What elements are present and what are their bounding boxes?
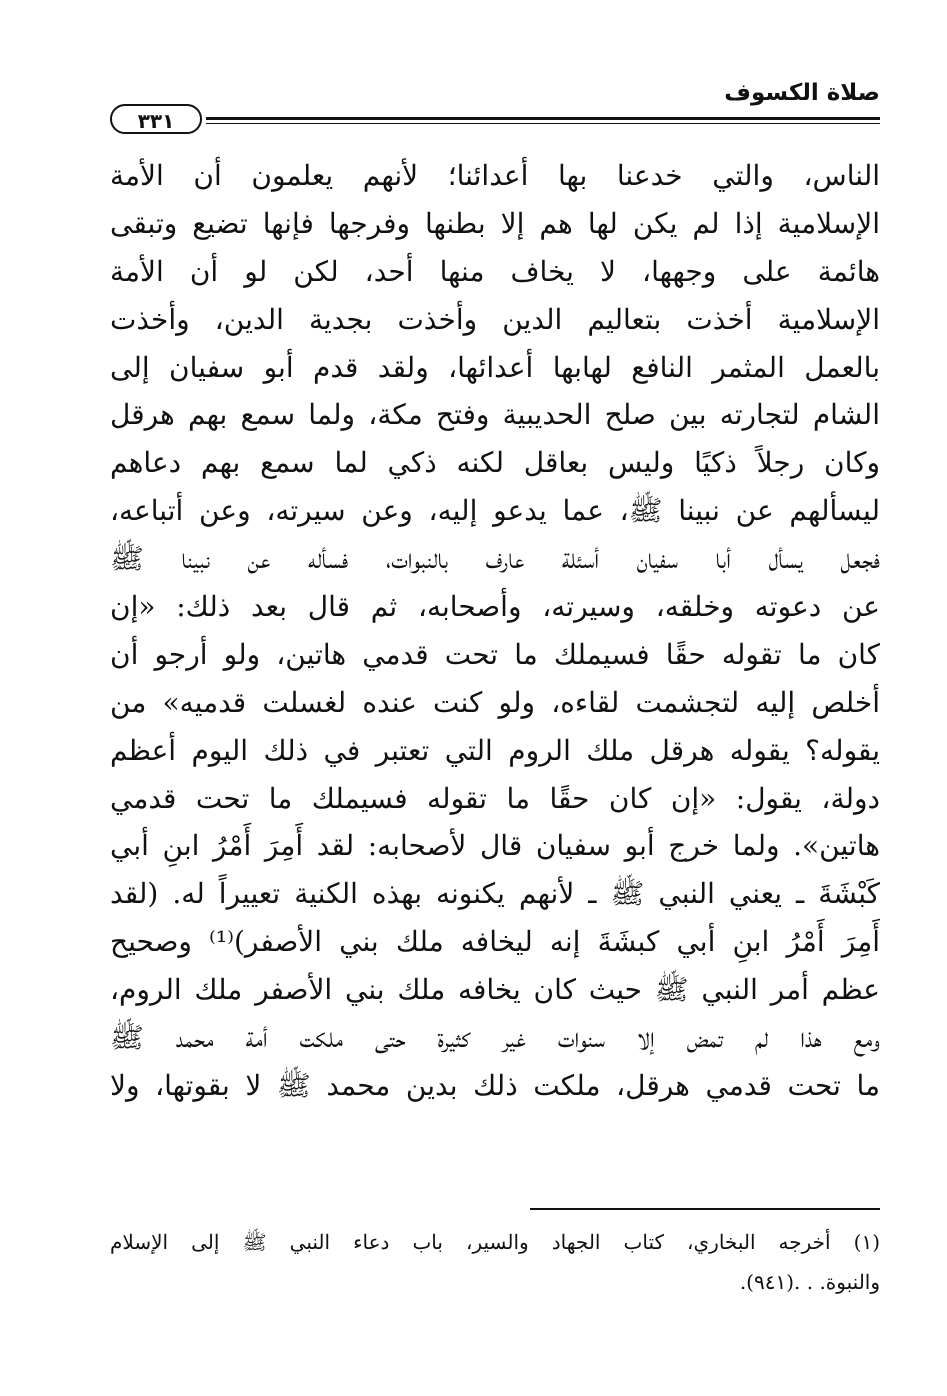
text-line: أخلص إليه لتجشمت لقاءه، ولو كنت عنده لغسلت قدميه» من	[110, 685, 880, 719]
page-header	[110, 78, 880, 138]
text-line: هاتين». ولما خرج أبو سفيان قال لأصحابه: لقد أَمِرَ أَمْرُ ابنِ أبي	[110, 829, 880, 863]
text-line: بالعمل المثمر النافع لهابها أعدائها، ولقد قدم أبو سفيان إلى	[110, 350, 880, 384]
footnote-line: (١) أخرجه البخاري، كتاب الجهاد والسير، باب دعاء النبي ﷺ إلى الإسلام	[110, 1230, 880, 1254]
footnotes	[110, 1222, 880, 1302]
footnote-separator	[530, 1208, 880, 1210]
text-line: عن دعوته وخلقه، وسيرته، وأصحابه، ثم قال بعد ذلك: «إن	[110, 590, 880, 624]
text-line: أَمِرَ أَمْرُ ابنِ أبي كبشَةَ إنه ليخافه ملك بني الأصفر)⁽¹⁾ وصحيح	[110, 925, 880, 959]
text-line: ومع هذا لم تمض إلا سنوات غير كثيرة حتى ملكت أمة محمد ﷺ	[110, 1021, 880, 1055]
chapter-title: صلاة الكسوف	[724, 80, 880, 106]
footnote-line: والنبوة. . .(٩٤١).	[739, 1270, 880, 1294]
text-line: يقوله؟ يقوله هرقل ملك الروم التي تعتبر في ذلك اليوم أعظم	[110, 733, 880, 767]
header-rule-thin	[206, 123, 880, 124]
text-line: الإسلامية إذا لم يكن لها هم إلا بطنها وفرجها فإنها تضيع وتبقى	[110, 206, 880, 240]
main-text	[110, 152, 880, 1110]
text-line: الإسلامية أخذت بتعاليم الدين وأخذت بجدية الدين، وأخذت	[110, 302, 880, 336]
text-line: دولة، يقول: «إن كان حقًا ما تقوله فسيملك ما تحت قدمي	[110, 781, 880, 815]
text-line: كَبْشَةَ ـ يعني النبي ﷺ ـ لأنهم يكنونه بهذه الكنية تعييراً له. (لقد	[110, 877, 880, 911]
text-line: عظم أمر النبي ﷺ حيث كان يخافه ملك بني الأصفر ملك الروم،	[110, 973, 880, 1007]
page-number: ٣٣١	[110, 104, 202, 134]
text-line: الشام لتجارته بين صلح الحديبية وفتح مكة، ولما سمع بهم هرقل	[110, 398, 880, 432]
text-line: ليسألهم عن نبينا ﷺ، عما يدعو إليه، وعن سيرته، وعن أتباعه،	[110, 494, 880, 528]
text-line: وكان رجلاً ذكيًا وليس بعاقل لكنه ذكي لما سمع بهم دعاهم	[110, 446, 880, 480]
text-line: كان ما تقوله حقًا فسيملك ما تحت قدمي هاتين، ولو أرجو أن	[110, 637, 880, 671]
text-line: فجعل يسأل أبا سفيان أسئلة عارف بالنبوات، فسأله عن نبينا ﷺ	[110, 542, 880, 576]
header-rule	[206, 117, 880, 120]
text-line: ما تحت قدمي هرقل، ملكت ذلك بدين محمد ﷺ لا بقوتها، ولا	[110, 1068, 880, 1102]
text-line: الناس، والتي خدعنا بها أعدائنا؛ لأنهم يعلمون أن الأمة	[110, 159, 880, 192]
text-line: هائمة على وجهها، لا يخاف منها أحد، لكن لو أن الأمة	[110, 254, 880, 288]
